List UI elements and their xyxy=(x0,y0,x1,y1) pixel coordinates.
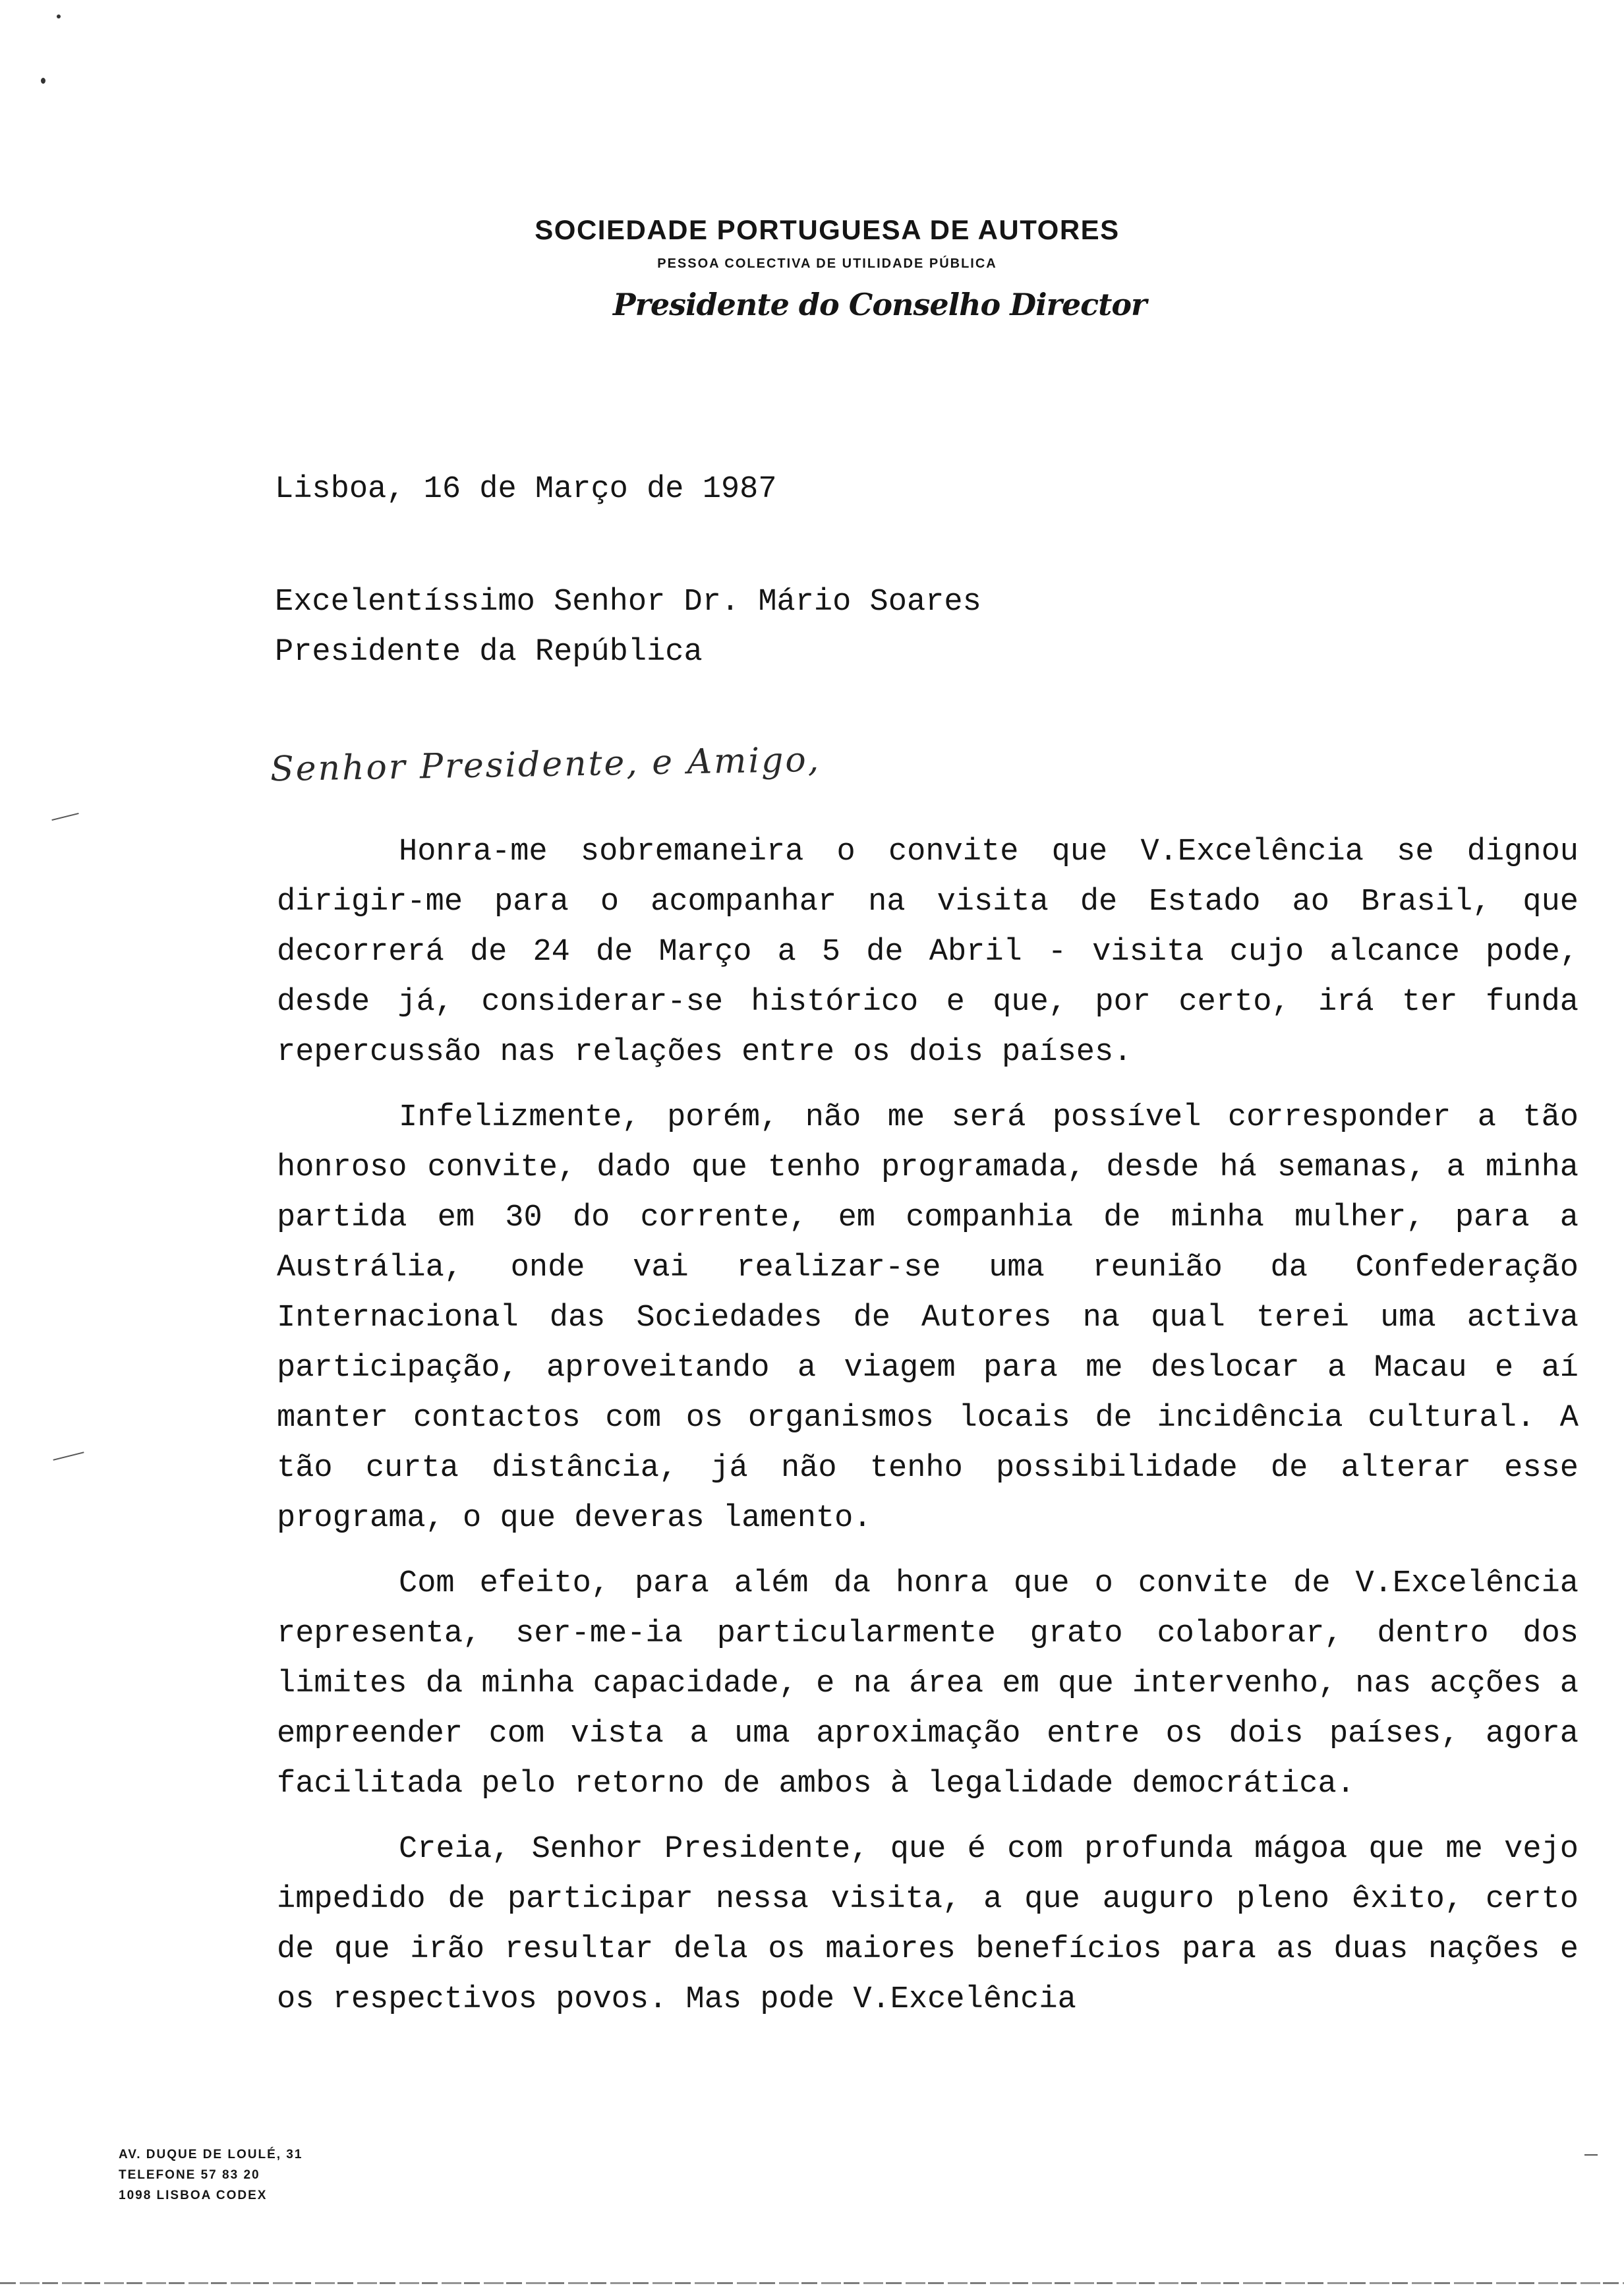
scan-speck xyxy=(41,78,45,84)
footer-city: 1098 LISBOA CODEX xyxy=(119,2189,268,2202)
footer-street: AV. DUQUE DE LOULÉ, 31 xyxy=(119,2148,303,2162)
handwritten-salutation: Senhor Presidente, e Amigo, xyxy=(270,740,821,790)
date-line: Lisboa, 16 de Março de 1987 xyxy=(275,472,777,507)
body-paragraph: Honra-me sobremaneira o convite que V.Excelência se dignou dirigir-me para o acompanhar na visita de Estado ao Brasil, que decorrerá de 24 de Março a 5 de Abril - visita cujo alcance pode, desde já, considerar-se histórico e que, por certo, irá ter funda repercussão nas relações entre os dois países. xyxy=(277,835,1579,1070)
organization-name: SOCIEDADE PORTUGUESA DE AUTORES xyxy=(535,214,1120,245)
body-paragraph: Com efeito, para além da honra que o convite de V.Excelência representa, ser-me-ia particularmente grato colaborar, dentro dos limites da minha capacidade, e na área em que intervenho, nas acções a empreender com vista a uma aproximação entre os dois países, agora facilitada pelo retorno de ambos à legalidade democrática. xyxy=(277,1566,1579,1802)
office-title: Presidente do Conselho Director xyxy=(613,287,1147,322)
scan-edge-line xyxy=(0,2282,1624,2284)
addressee-name: Excelentíssimo Senhor Dr. Mário Soares xyxy=(275,585,981,620)
scan-speck xyxy=(57,15,61,18)
footer-address xyxy=(119,2144,303,2206)
margin-mark xyxy=(51,813,78,821)
body-paragraph: Creia, Senhor Presidente, que é com profunda mágoa que me vejo impedido de participar nessa visita, a que auguro pleno êxito, certo de que irão resultar dela os maiores benefícios para as duas nações e os respectivos povos. Mas pode V.Excelência xyxy=(277,1832,1579,2017)
margin-mark xyxy=(1584,2154,1598,2156)
body-paragraph: Infelizmente, porém, não me será possível corresponder a tão honroso convite, dado que tenho programada, desde há semanas, a minha partida em 30 do corrente, em companhia de minha mulher, para a Austrália, onde vai realizar-se uma reunião da Confederação Internacional das Sociedades de Autores na qual terei uma activa participação, aproveitando a viagem para me deslocar a Macau e aí manter contactos com os organismos locais de incidência cultural. A tão curta distância, já não tenho possibilidade de alterar esse programa, o que deveras lamento. xyxy=(277,1100,1579,1536)
addressee-title: Presidente da República xyxy=(275,635,703,670)
addressee-block xyxy=(275,577,981,678)
margin-mark xyxy=(53,1452,84,1461)
letter-body xyxy=(277,827,1579,2040)
footer-phone: TELEFONE 57 83 20 xyxy=(119,2168,260,2182)
organization-subtitle: PESSOA COLECTIVA DE UTILIDADE PÚBLICA xyxy=(657,256,997,271)
